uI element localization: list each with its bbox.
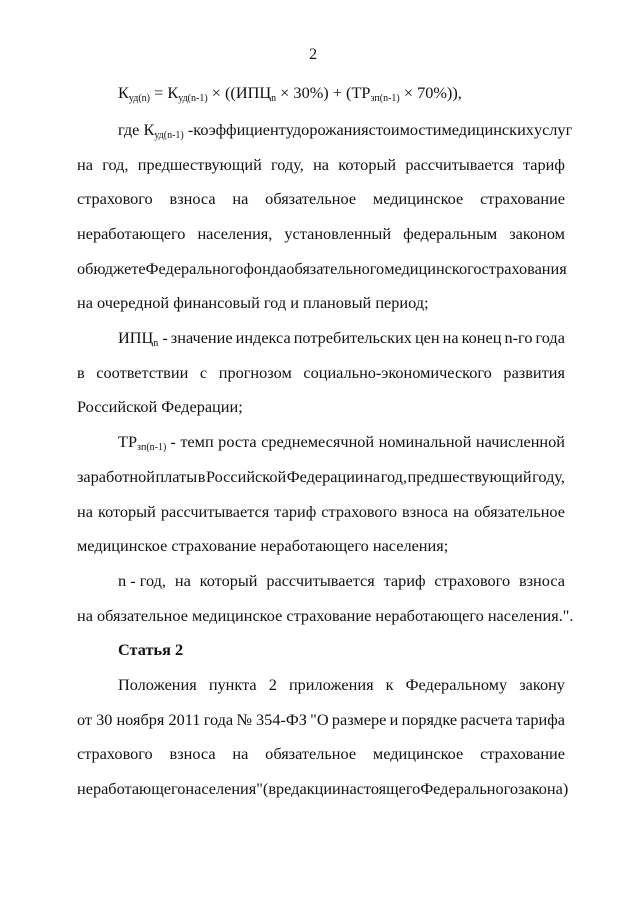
def-ipc-symbol: $ИПЦ_n$ - [118, 328, 168, 349]
def-n-line-1: n - год, на который рассчитывается тариф страхового взноса [118, 571, 565, 590]
def-ipc-line-3: Российской Федерации; [77, 397, 243, 416]
formula: $К_{уд(n)} = К_{уд(n-1)} \times ((ИПЦ_n \times 30\%) + (ТР_{зп(n-1)} \times 70\%))$, [118, 83, 462, 104]
def-k-symbol: где $К_{уд(n-1)}$ - [118, 120, 194, 141]
article-line-2: от 30 ноября 2011 года № 354-ФЗ "О размере и порядке расчета тарифа [77, 710, 565, 729]
def-ipc-line-2: в соответствии с прогнозом социально-экономического развития [77, 363, 565, 382]
def-k-line-4: неработающего населения, установленный федеральным законом [77, 224, 565, 243]
def-tr-line-4: медицинское страхование неработающего населения; [77, 536, 449, 555]
def-tr-symbol: $ТР_{зп(n-1)}$ - [118, 432, 176, 453]
def-k-line-6: на очередной финансовый год и плановый период; [77, 293, 429, 312]
def-n-line-2: на обязательное медицинское страхование неработающего населения.". [77, 606, 574, 625]
def-k-line-1: где $К_{уд(n-1)}$ - коэффициент удорожания стоимости медицинских услуг [118, 120, 573, 141]
article-line-3: страхового взноса на обязательное медицинское страхование [77, 744, 565, 763]
def-tr-line-3: на который рассчитывается тариф страхового взноса на обязательное [77, 502, 565, 521]
def-tr-line-1: $ТР_{зп(n-1)}$ - темп роста среднемесячной номинальной начисленной [118, 432, 565, 453]
def-k-line-5: о бюджете Федерального фонда обязательного медицинского страхования [77, 259, 567, 278]
def-ipc-line-1: $ИПЦ_n$ - значение индекса потребительских цен на конец n-го года [118, 328, 565, 349]
def-tr-line-2: заработной платы в Российской Федерации на год, предшествующий году, [77, 467, 565, 486]
def-k-line-2: на год, предшествующий году, на который рассчитывается тариф [77, 155, 565, 174]
def-k-line-3: страхового взноса на обязательное медицинское страхование [77, 189, 565, 208]
article-line-1: Положения пункта 2 приложения к Федеральному закону [118, 675, 565, 694]
article-heading: Статья 2 [118, 640, 184, 659]
article-line-4: неработающего населения" (в редакции настоящего Федерального закона) [77, 779, 569, 798]
page-number: 2 [309, 44, 318, 63]
